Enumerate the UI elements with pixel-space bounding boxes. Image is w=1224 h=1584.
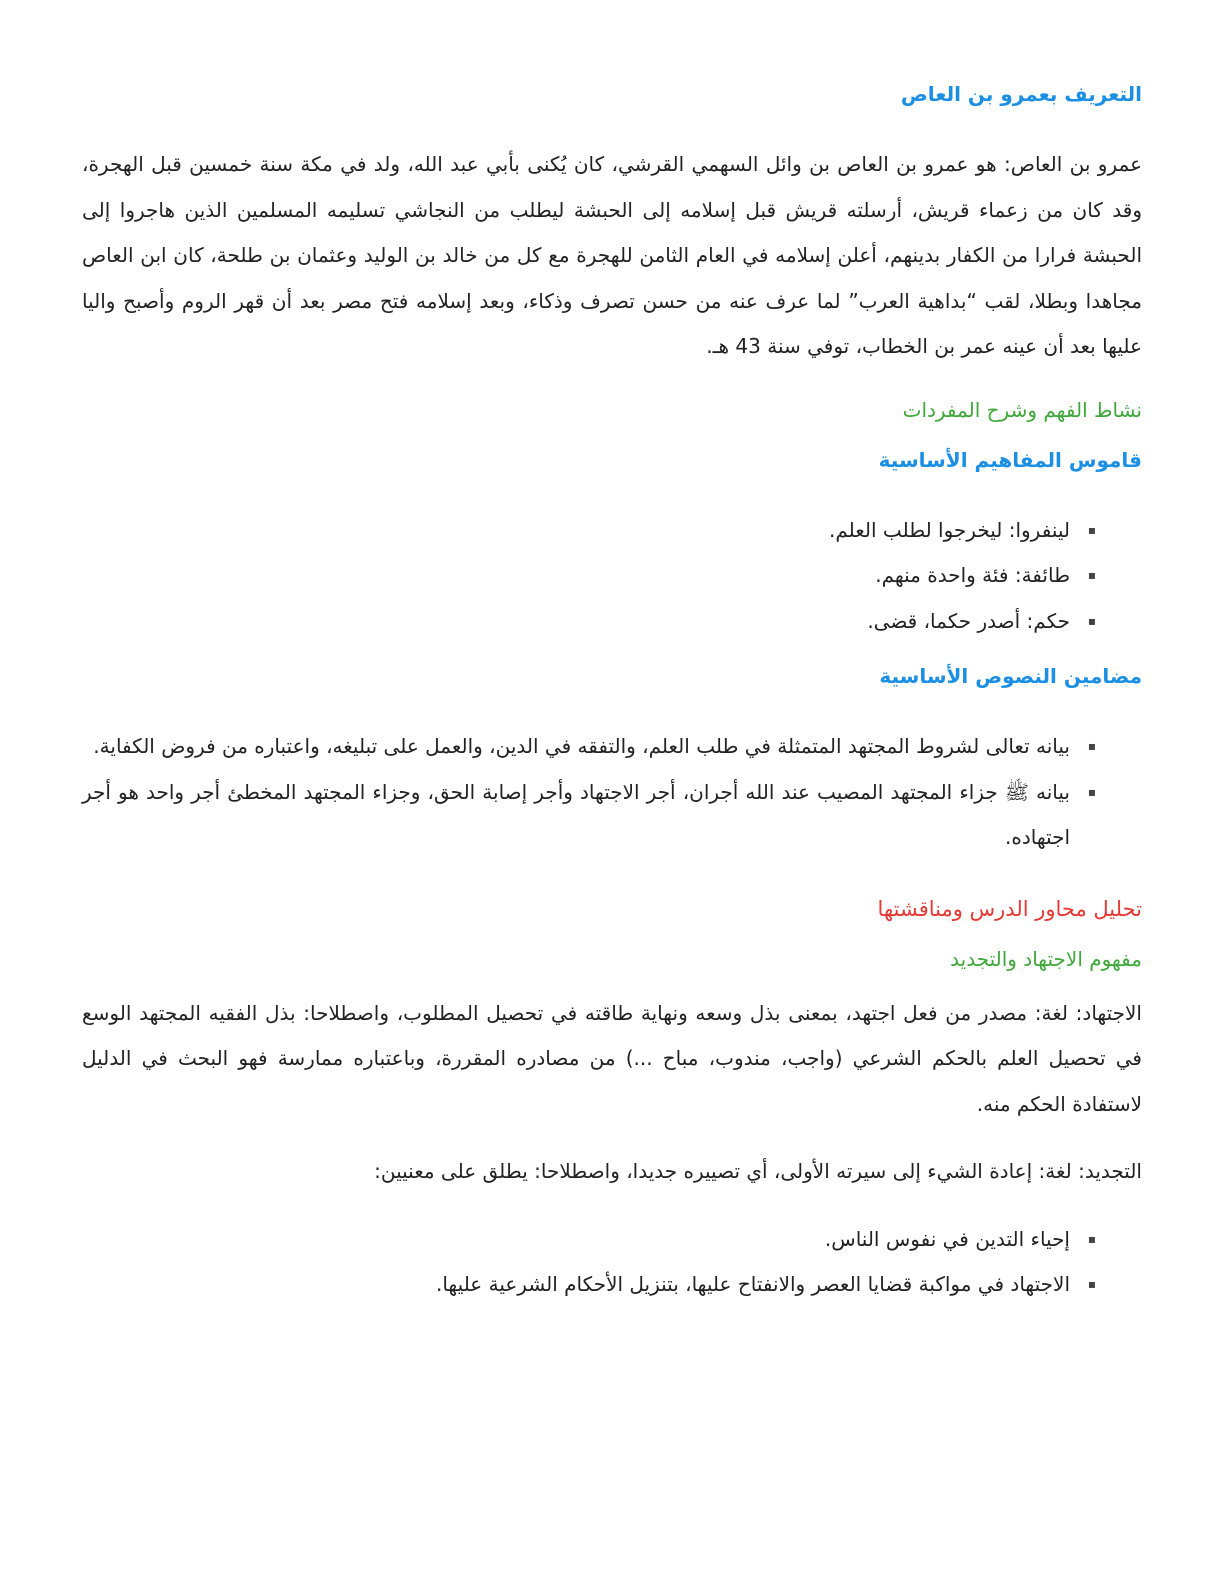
list-item-text: طائفة: فئة واحدة منهم. (875, 563, 1070, 587)
bullet-icon: ▪ (1087, 522, 1096, 537)
dictionary-heading: قاموس المفاهيم الأساسية (878, 447, 1142, 472)
intro-heading: التعريف بعمرو بن العاص (900, 82, 1142, 106)
list-item-text: بيانه ﷺ جزاء المجتهد المصيب عند الله أجران، أجر الاجتهاد وأجر إصابة الحق، وجزاء المجتهد المخطئ أجر واحد هو أجر اجتهاده. (82, 779, 1070, 849)
ijtihad-paragraph: الاجتهاد: لغة: مصدر من فعل اجتهد، بمعنى بذل وسعه ونهاية طاقته في تحصيل المطلوب، واصطلاحا: بذل الفقيه المجتهد الوسع في تحصيل العلم بالحكم الشرعي (واجب، مندوب، مباح ...) من مصادره المقررة، وباعتباره ممارسة فهو البحث في الدليل لاستفادة الحكم منه. (82, 1000, 1142, 1116)
list-item-text: لينفروا: ليخرجوا لطلب العلم. (828, 517, 1070, 542)
bullet-icon: ▪ (1087, 613, 1096, 628)
contents-heading: مضامين النصوص الأساسية (879, 664, 1142, 688)
bullet-icon: ▪ (1087, 1277, 1096, 1291)
tajdid-paragraph: التجديد: لغة: إعادة الشيء إلى سيرته الأولى، أي تصييره جديدا، واصطلاحا: يطلق على معنيين: (374, 1159, 1142, 1183)
analysis-heading: تحليل محاور الدرس ومناقشتها (877, 896, 1142, 921)
dictionary-list (82, 508, 1142, 645)
list-item (82, 599, 1142, 645)
document-page (82, 76, 1142, 1308)
list-item (82, 1217, 1142, 1263)
bullet-icon: ▪ (1087, 784, 1096, 799)
list-item-text: إحياء التدين في نفوس الناس. (824, 1226, 1070, 1251)
contents-list (82, 724, 1142, 861)
list-item-text: الاجتهاد في مواكبة قضايا العصر والانفتاح عليها، بتنزيل الأحكام الشرعية عليها. (435, 1272, 1070, 1296)
list-item-text: حكم: أصدر حكما، قضى. (867, 608, 1070, 633)
list-item-text: بيانه تعالى لشروط المجتهد المتمثلة في طلب العلم، والتفقه في الدين، والعمل على تبليغه، واعتباره من فروض الكفاية. (93, 734, 1070, 758)
tajdid-list (82, 1217, 1142, 1308)
bullet-icon: ▪ (1087, 1231, 1096, 1246)
list-item (82, 1262, 1142, 1308)
list-item (82, 508, 1142, 554)
list-item (82, 553, 1142, 599)
list-item (82, 770, 1142, 861)
activity-heading: نشاط الفهم وشرح المفردات (902, 397, 1142, 422)
list-item (82, 724, 1142, 770)
bullet-icon: ▪ (1087, 739, 1096, 753)
concept-heading: مفهوم الاجتهاد والتجديد (950, 946, 1142, 971)
intro-paragraph: عمرو بن العاص: هو عمرو بن العاص بن وائل السهمي القرشي، كان يُكنى بأبي عبد الله، ولد في مكة سنة خمسين قبل الهجرة، وقد كان من زعماء قريش، أرسلته قريش قبل إسلامه إلى الحبشة ليطلب من النجاشي تسليمه المسلمين الذين هاجروا إلى الحبشة فرارا من الكفار بدينهم، أعلن إسلامه في العام الثامن للهجرة مع كل من خالد بن الوليد وعثمان بن طلحة، كان ابن العاص مجاهدا وبطلا، لقب “بداهية العرب” لما عرف عنه من حسن تصرف وذكاء، وبعد إسلامه فتح مصر بعد أن قهر الروم وأصبح واليا عليها بعد أن عينه عمر بن الخطاب، توفي سنة 43 هـ. (82, 152, 1142, 358)
bullet-icon: ▪ (1087, 568, 1096, 582)
